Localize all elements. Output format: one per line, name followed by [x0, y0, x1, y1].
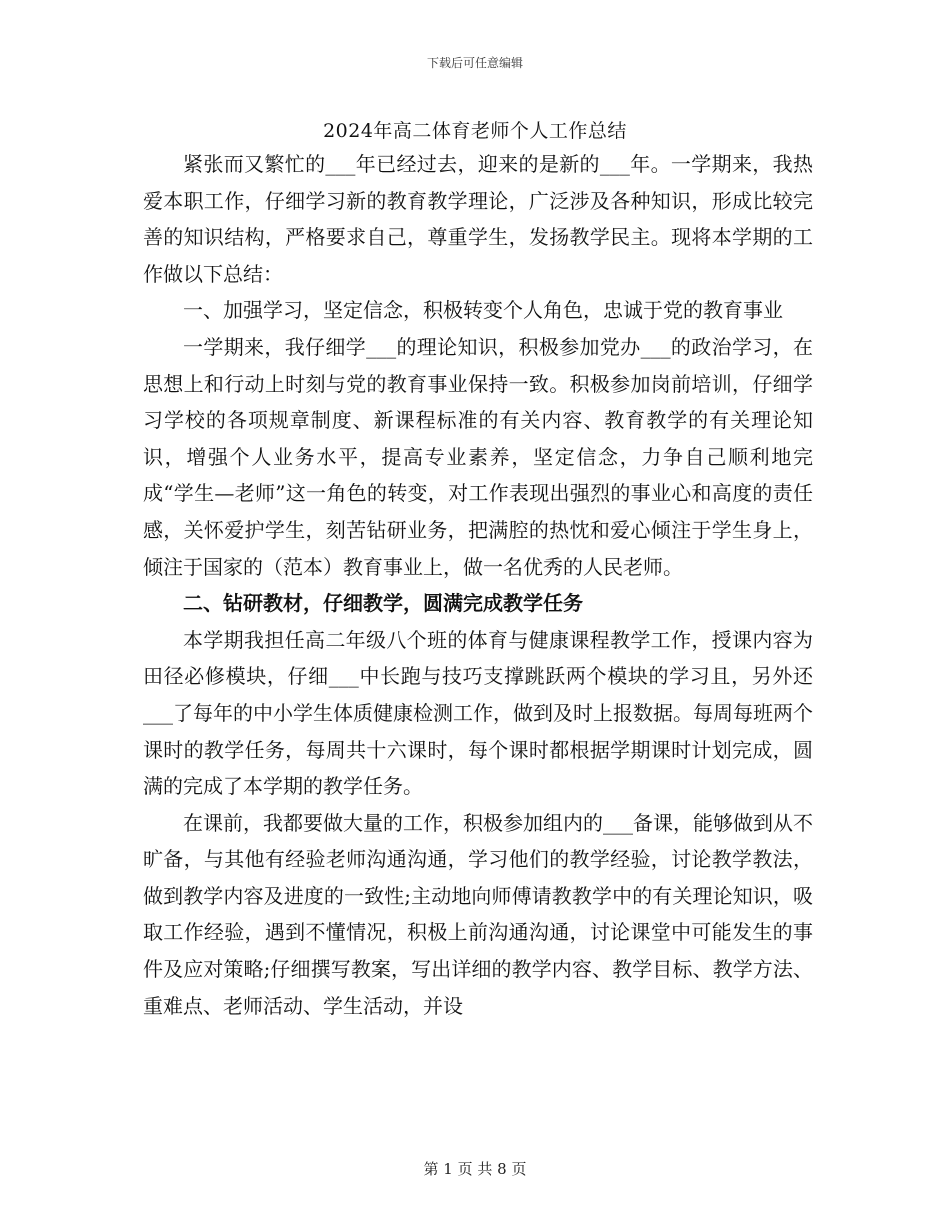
page-header-note: 下载后可任意编辑 [426, 56, 523, 70]
paragraph-section-1: 一学期来，我仔细学___的理论知识，积极参加党办___的政治学习，在思想上和行动上时刻与党的教育事业保持一致。积极参加岗前培训，仔细学习学校的各项规章制度、新课程标准的有关内容、教育教学的有关理论知识，增强个人业务水平，提高专业素养，坚定信念，力争自己顺利地完成“学生—老师”这一角色的转变，对工作表现出强烈的事业心和高度的责任感，关怀爱护学生，刻苦钻研业务，把满腔的热忱和爱心倾注于学生身上，倾注于国家的（范本）教育事业上，做一名优秀的人民老师。 [143, 334, 813, 579]
document-title: 2024年高二体育老师个人工作总结 [323, 120, 627, 142]
paragraph-section-2a: 本学期我担任高二年级八个班的体育与健康课程教学工作，授课内容为田径必修模块，仔细___中长跑与技巧支撑跳跃两个模块的学习且，另外还___了每年的中小学生体质健康检测工作，做到及时上报数据。每周每班两个课时的教学任务，每周共十六课时，每个课时都根据学期课时计划完成，圆满的完成了本学期的教学任务。 [143, 627, 813, 799]
section-heading-2: 二、钻研教材，仔细教学，圆满完成教学任务 [183, 591, 583, 616]
paragraph-intro: 紧张而又繁忙的___年已经过去，迎来的是新的___年。一学期来，我热爱本职工作，仔细学习新的教育教学理论，广泛涉及各种知识，形成比较完善的知识结构，严格要求自己，尊重学生，发扬教学民主。现将本学期的工作做以下总结： [143, 152, 813, 286]
paragraph-section-2b: 在课前，我都要做大量的工作，积极参加组内的___备课，能够做到从不旷备，与其他有经验老师沟通沟通，学习他们的教学经验，讨论教学教法，做到教学内容及进度的一致性;主动地向师傅请教教学中的有关理论知识，吸取工作经验，遇到不懂情况，积极上前沟通沟通，讨论课堂中可能发生的事件及应对策略;仔细撰写教案，写出详细的教学内容、教学目标、教学方法、重难点、老师活动、学生活动，并设 [143, 810, 813, 1018]
page-footer: 第 1 页 共 8 页 [423, 1160, 527, 1178]
section-heading-1: 一、加强学习，坚定信念，积极转变个人角色，忠诚于党的教育事业 [183, 298, 783, 323]
document-body [143, 146, 813, 1024]
